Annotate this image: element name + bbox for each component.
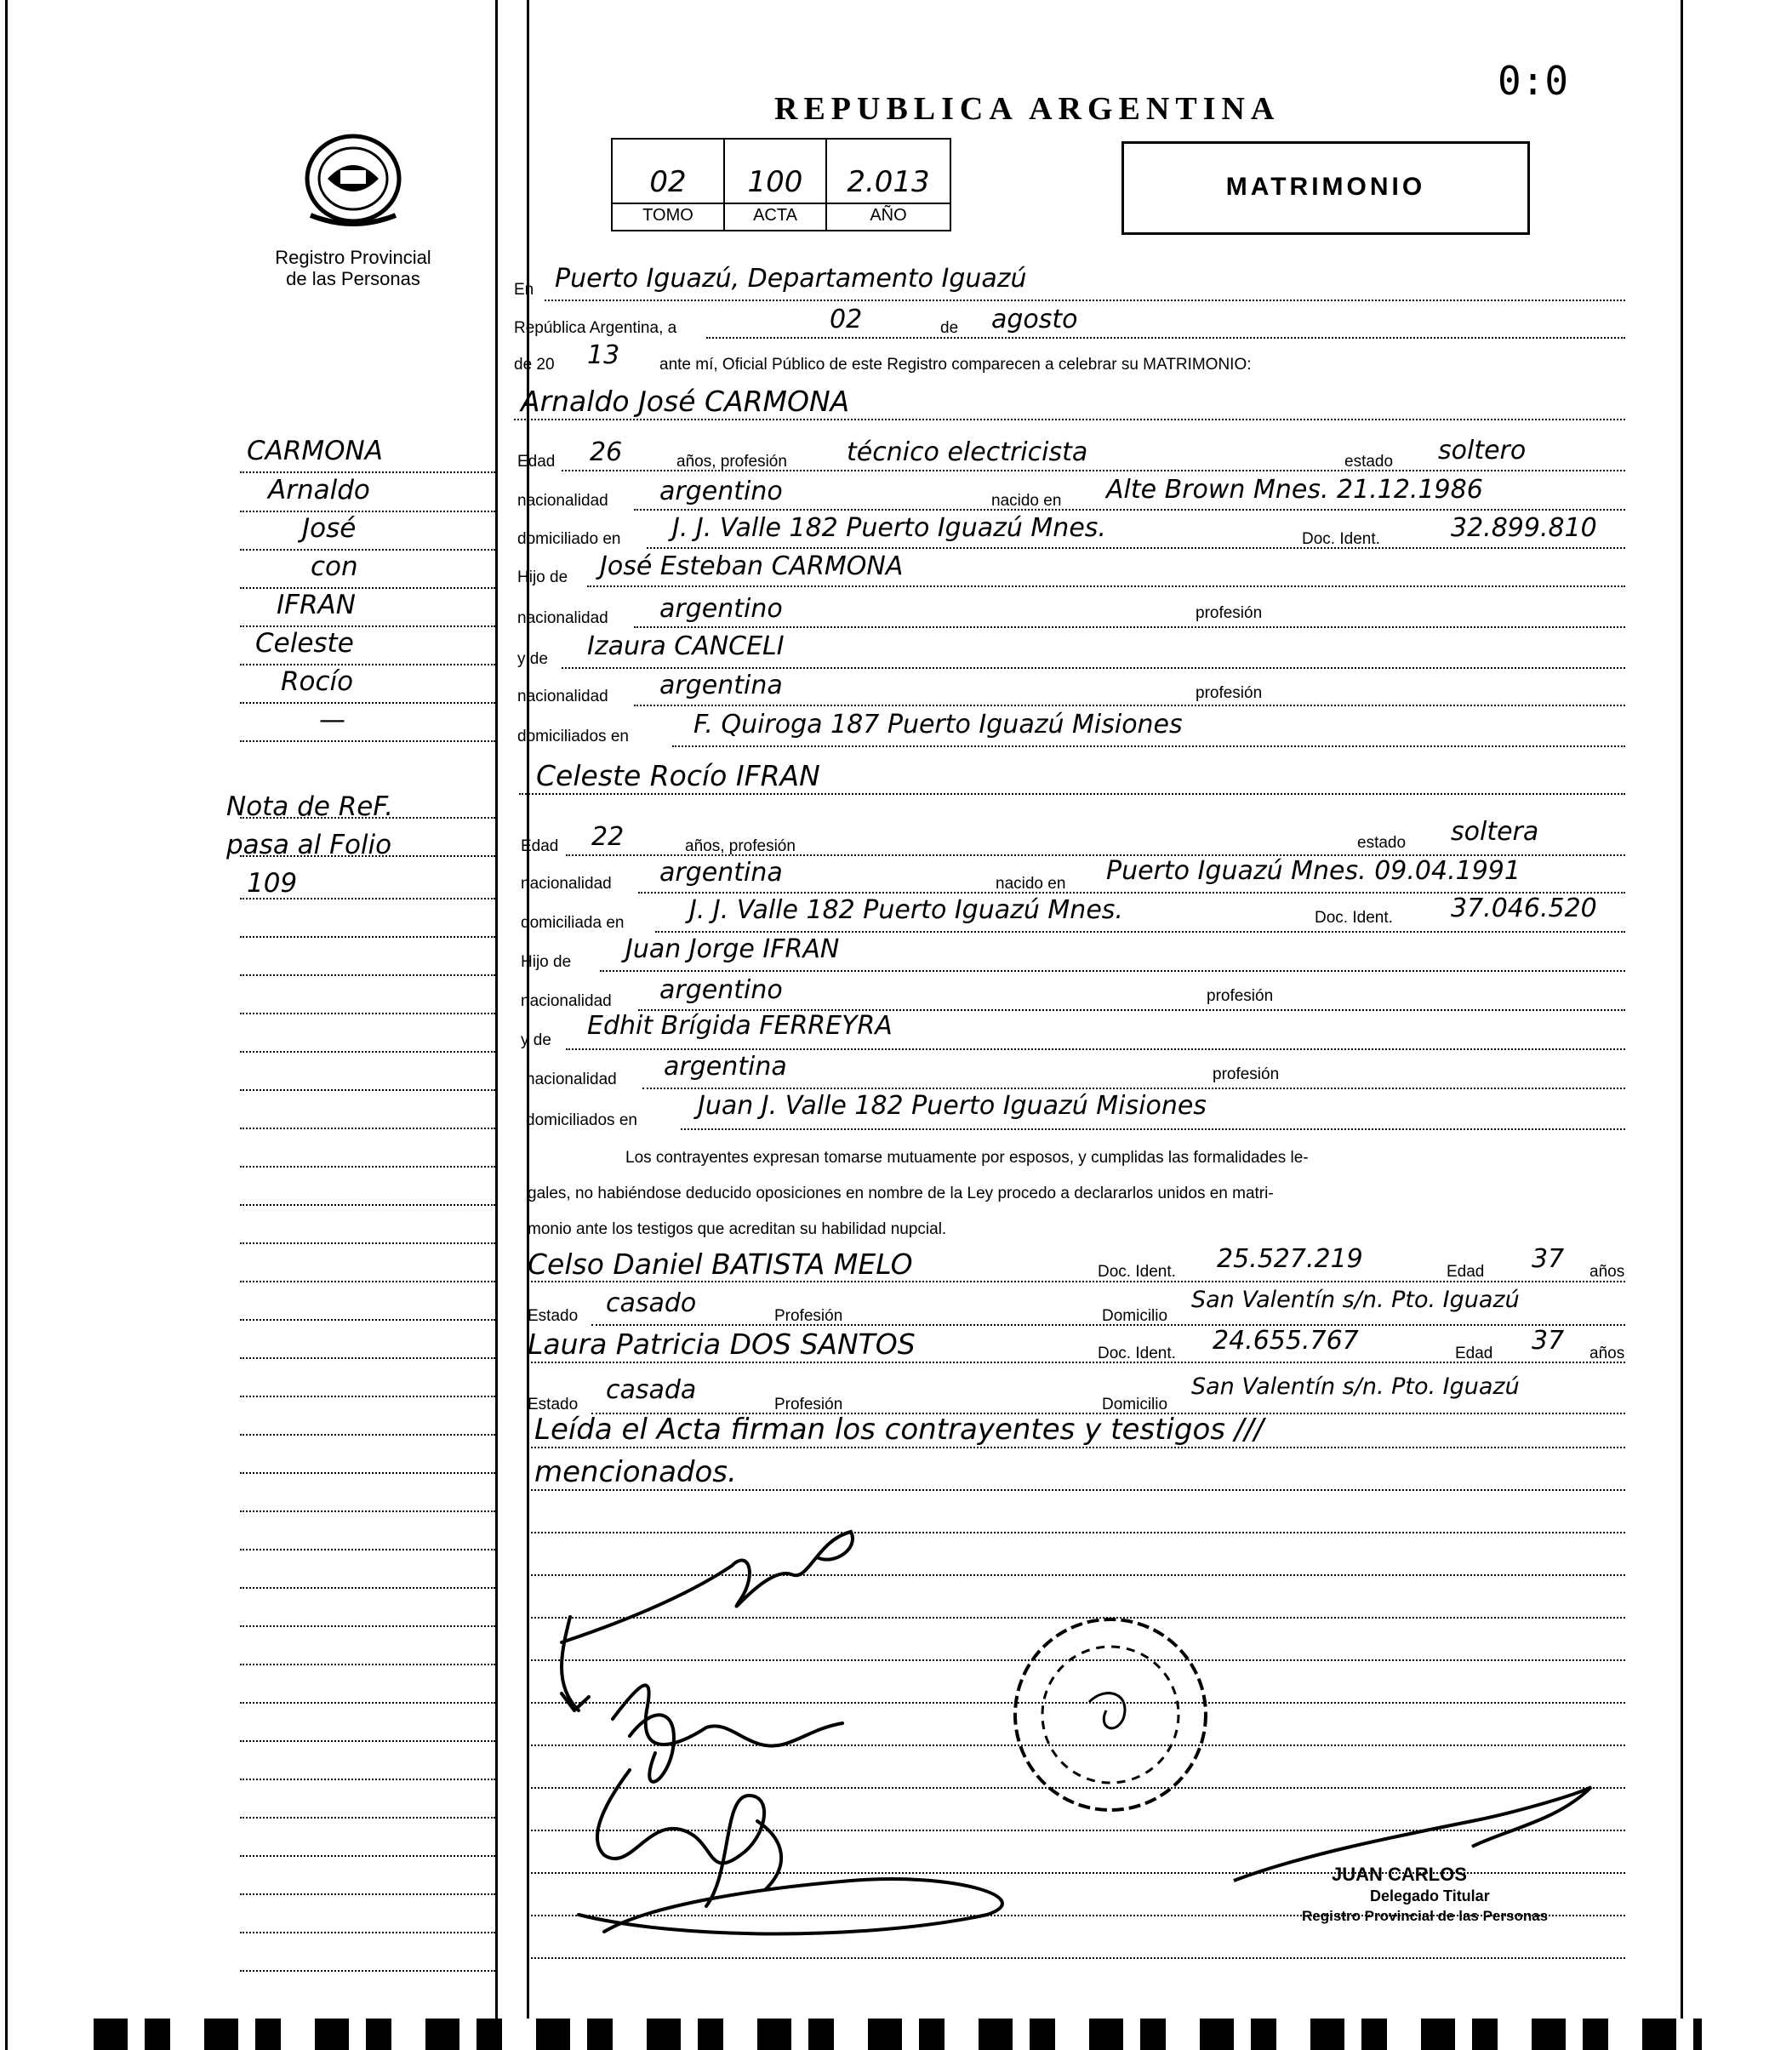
bottom-scan-edge [94, 2019, 1702, 2050]
bride-mother: Edhit Brígida FERREYRA [587, 1011, 893, 1041]
bride-nacido: Puerto Iguazú Mnes. 09.04.1991 [1106, 856, 1521, 886]
intro-year: 13 [587, 340, 620, 370]
country-title: REPUBLICA ARGENTINA [774, 91, 1281, 127]
bride-edad: 22 [591, 822, 625, 852]
groom-domicilio: J. J. Valle 182 Puerto Iguazú Mnes. [672, 513, 1106, 543]
left-margin-rule [5, 0, 8, 2050]
bride-parents-domicilio: Juan J. Valle 182 Puerto Iguazú Misiones [698, 1091, 1207, 1121]
bride-father: Juan Jorge IFRAN [625, 934, 840, 964]
registry-number-box [611, 138, 951, 231]
margin-note-name1: Arnaldo [268, 475, 370, 505]
intro-place: Puerto Iguazú, Departamento Iguazú [555, 264, 1027, 294]
acta-label: ACTA [753, 206, 797, 225]
margin-note-ref: Nota de ReF. [226, 791, 394, 822]
groom-edad: 26 [590, 437, 623, 467]
official-title: Delegado Titular [1370, 1887, 1490, 1904]
groom-name: Arnaldo José CARMONA [521, 385, 850, 418]
groom-nacionalidad: argentino [659, 477, 783, 506]
margin-note-con: con [311, 551, 358, 582]
groom-father-nacionalidad: argentino [659, 594, 783, 624]
bride-estado: soltera [1451, 817, 1539, 847]
witness-2-name: Laura Patricia DOS SANTOS [528, 1328, 916, 1361]
intro-month: agosto [991, 305, 1078, 334]
margin-note-name2: José [302, 513, 357, 544]
groom-estado: soltero [1438, 436, 1527, 465]
margin-note-name4: Rocío [281, 666, 354, 697]
groom-nacido: Alte Brown Mnes. 21.12.1986 [1106, 475, 1483, 505]
tomo-label: TOMO [642, 206, 693, 225]
bride-father-nacionalidad: argentino [659, 975, 783, 1005]
margin-note-folio-number: 109 [247, 868, 298, 899]
bride-doc: 37.046.520 [1451, 894, 1597, 923]
witness-1-edad: 37 [1532, 1244, 1565, 1274]
margin-note-dash: — [319, 705, 345, 735]
margin-note-name3: Celeste [255, 628, 354, 659]
witness-1-doc: 25.527.219 [1217, 1244, 1363, 1274]
closing-line-1: Leída el Acta firman los contrayentes y testigos /// [534, 1413, 1264, 1447]
act-type-label: MATRIMONIO [1225, 173, 1426, 201]
registry-name-line2: de las Personas [286, 268, 420, 289]
registry-seal-logo [294, 126, 413, 228]
bride-mother-nacionalidad: argentina [664, 1052, 787, 1082]
groom-doc: 32.899.810 [1451, 513, 1597, 543]
witness-2-edad: 37 [1532, 1326, 1565, 1356]
groom-father: José Esteban CARMONA [600, 551, 904, 581]
acta-value: 100 [747, 165, 803, 199]
bride-name: Celeste Rocío IFRAN [536, 759, 820, 792]
witness-1-estado: casado [606, 1288, 697, 1318]
margin-note-surname2: IFRAN [277, 590, 356, 620]
witness-1-name: Celso Daniel BATISTA MELO [528, 1248, 913, 1281]
groom-parents-domicilio: F. Quiroga 187 Puerto Iguazú Misiones [693, 710, 1183, 739]
official-stamp [1004, 1608, 1217, 1821]
act-type-box [1121, 141, 1530, 235]
margin-note-surname: CARMONA [247, 436, 383, 466]
bride-nacionalidad: argentina [659, 858, 783, 888]
tomo-value: 02 [649, 165, 687, 199]
witness-2-estado: casada [606, 1375, 697, 1405]
groom-mother: Izaura CANCELI [587, 631, 785, 661]
ano-label: AÑO [870, 206, 907, 225]
intro-day: 02 [830, 305, 863, 334]
column-divider [495, 0, 498, 2050]
witness-2-doc: 24.655.767 [1213, 1326, 1359, 1356]
groom-profesion: técnico electricista [847, 437, 1088, 467]
witness-1-domicilio: San Valentín s/n. Pto. Iguazú [1191, 1287, 1520, 1313]
ano-value: 2.013 [847, 165, 930, 199]
official-registry: Registro Provincial de las Personas [1302, 1908, 1549, 1924]
groom-mother-nacionalidad: argentina [659, 671, 783, 700]
registry-name-line1: Registro Provincial [275, 247, 431, 268]
folio-number: 0:0 [1498, 58, 1569, 104]
closing-line-2: mencionados. [534, 1455, 737, 1489]
margin-note-folio: pasa al Folio [226, 830, 392, 860]
witness-2-domicilio: San Valentín s/n. Pto. Iguazú [1191, 1373, 1520, 1400]
official-name: JUAN CARLOS [1332, 1864, 1467, 1885]
bride-domicilio: J. J. Valle 182 Puerto Iguazú Mnes. [689, 895, 1123, 925]
right-border [1681, 0, 1683, 2050]
